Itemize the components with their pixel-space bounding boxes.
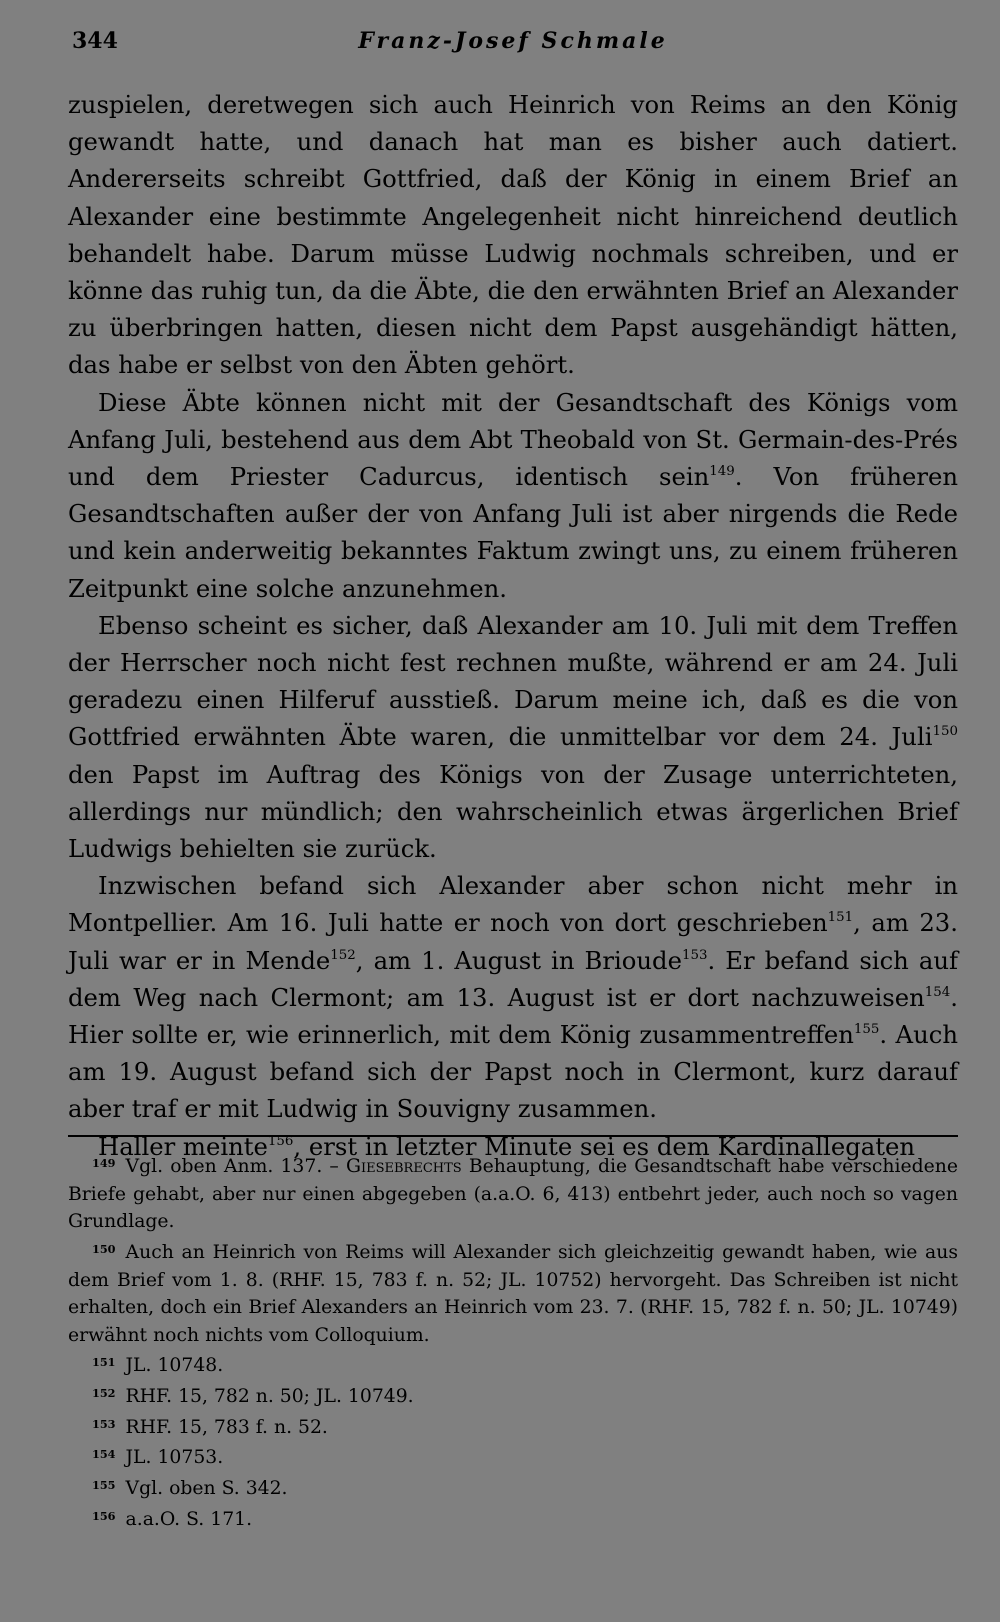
footnote-reference: 152	[330, 947, 356, 963]
text-run: JL. 10748.	[125, 1355, 224, 1377]
paragraph	[68, 867, 958, 1127]
text-run: RHF. 15, 783 f. n. 52.	[125, 1416, 328, 1438]
text-run: , am 23. Juli war er in Mende	[68, 908, 958, 975]
text-run: Inzwischen befand sich Alexander aber schon nicht mehr in Montpellier. Am 16. Juli hatte er noch von dort geschrieben	[68, 871, 958, 938]
footnote	[68, 1472, 958, 1503]
footnote	[68, 1236, 958, 1349]
footnote-reference: 154	[924, 984, 951, 1000]
text-run: Behauptung, die Gesandtschaft habe verschiedene Briefe gehabt, aber nur einen abgegeben (a.a.O. 6, 413) entbehrt jeder, auch noch so vagen Grundlage.	[68, 1156, 958, 1233]
text-run: . Auch am 19. August befand sich der Papst noch in Clermont, kurz darauf aber traf er mit Ludwig in Souvigny zusammen.	[68, 1020, 958, 1124]
text-run: , erst in letzter Minute sei es dem Kardinallegaten	[293, 1131, 916, 1161]
footnote-number: 150	[92, 1241, 116, 1256]
footnote-reference: 149	[709, 464, 735, 480]
text-run: , am 1. August in Brioude	[355, 945, 682, 975]
text-run: zuspielen, deretwegen sich auch Heinrich von Reims an den König gewandt hatte, und danach hat man es bisher auch datiert. Andererseits schreibt Gottfried, daß der König in einem Brief an Alexander eine bestimmte Angelegenheit nicht hinreichend deutlich behandelt habe. Darum müsse Ludwig nochmals schreiben, und er könne das ruhig tun, da die Äbte, die den erwähnten Brief an Alexander zu überbringen hatten, diesen nicht dem Papst ausgehändigt hätten, das habe er selbst von den Äbten gehört.	[68, 90, 958, 380]
text-run: Ebenso scheint es sicher, daß Alexander am 10. Juli mit dem Treffen der Herrscher noch nicht fest rechnen mußte, während er am 24. Juli geradezu einen Hilferuf ausstieß. Darum meine ich, daß es die von Gottfried erwähnten Äbte waren, die unmittelbar vor dem 24. Juli	[68, 610, 958, 752]
text-run: RHF. 15, 782 n. 50; JL. 10749.	[125, 1386, 414, 1407]
footnote-divider	[68, 1135, 958, 1137]
footnote-number: 149	[92, 1156, 116, 1170]
footnote-number: 151	[92, 1355, 116, 1370]
text-run: Diese Äbte können nicht mit der Gesandtschaft des Königs vom Anfang Juli, bestehend aus dem Abt Theobald von St. Germain-des-Prés und dem Priester Cadurcus, identisch sein	[68, 387, 958, 492]
text-run: den Papst im Auftrag des Königs von der Zusage unterrichteten, allerdings nur mündlich; den wahrscheinlich etwas ärgerlichen Brief Ludwigs behielten sie zurück.	[68, 759, 958, 864]
footnote-reference: 150	[932, 724, 958, 740]
text-run: Vgl. oben S. 342.	[125, 1477, 288, 1499]
footnote-number: 153	[92, 1416, 116, 1431]
text-run: Vgl. oben Anm. 137. –	[125, 1156, 346, 1178]
footnote-reference: 155	[853, 1022, 880, 1038]
paragraph	[68, 384, 958, 607]
footnote	[68, 1503, 958, 1534]
footnote	[68, 1411, 958, 1442]
footnote-number: 152	[92, 1385, 116, 1400]
footnote	[68, 1441, 958, 1472]
footnote	[68, 1349, 958, 1380]
footnote-number: 156	[92, 1508, 116, 1523]
paragraph	[68, 607, 958, 867]
text-run: a.a.O. S. 171.	[125, 1508, 253, 1530]
main-text	[68, 86, 958, 1165]
footnote-number: 154	[92, 1447, 116, 1462]
paragraph	[68, 86, 958, 384]
footnote-reference: 153	[681, 947, 708, 963]
text-run: . Hier sollte er, wie erinnerlich, mit dem König zusammentreffen	[68, 982, 958, 1050]
text-run: Auch an Heinrich von Reims will Alexander sich gleichzeitig gewandt haben, wie aus dem Brief vom 1. 8. (RHF. 15, 783 f. n. 52; JL. 10752) hervorgeht. Das Schreiben ist nicht erhalten, doch ein Brief Alexanders an Heinrich vom 23. 7. (RHF. 15, 782 f. n. 50; JL. 10749) erwähnt noch nichts vom Colloquium.	[68, 1241, 958, 1346]
text-run: JL. 10753.	[125, 1447, 224, 1469]
footnote-number: 155	[92, 1477, 116, 1492]
small-caps-name: Giesebrechts	[345, 1156, 462, 1178]
page-header	[68, 28, 958, 58]
text-run: Haller meinte	[98, 1131, 268, 1161]
footnote-reference: 156	[267, 1133, 294, 1149]
footnote	[68, 1150, 958, 1236]
page-number: 344	[72, 28, 118, 54]
footnote-reference: 151	[827, 910, 854, 926]
footnotes	[68, 1150, 958, 1533]
text-run: . Er befand sich auf dem Weg nach Clermont; am 13. August ist er dort nachzuweisen	[68, 945, 958, 1012]
text-run: . Von früheren Gesandtschaften außer der von Anfang Juli ist aber nirgends die Rede und kein anderweitig bekanntes Faktum zwingt uns, zu einem früheren Zeitpunkt eine solche anzunehmen.	[68, 462, 959, 603]
footnote	[68, 1380, 958, 1411]
running-title: Franz-Josef Schmale	[358, 28, 668, 54]
